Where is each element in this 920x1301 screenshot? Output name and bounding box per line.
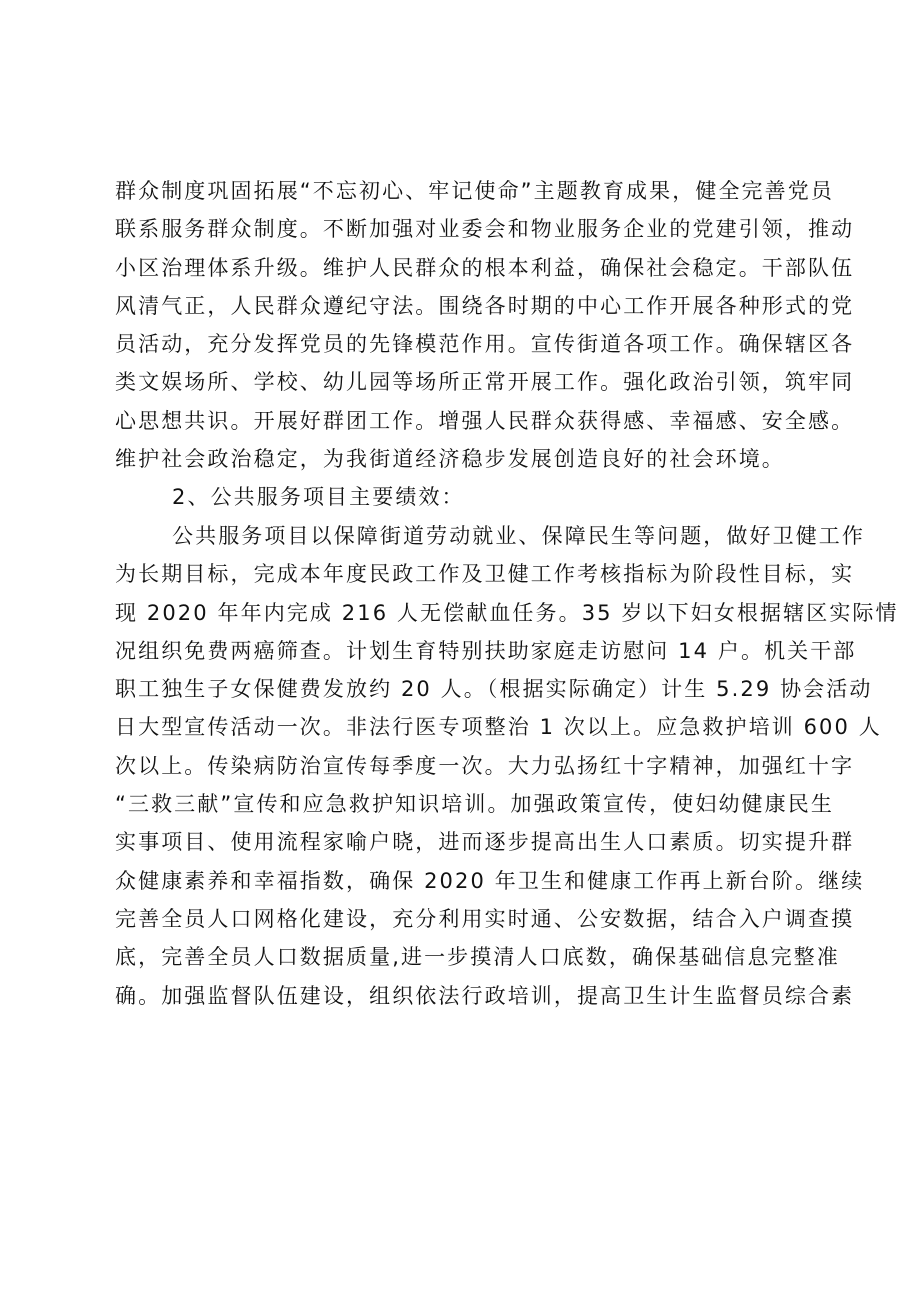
paragraph-line: 况组织免费两癌筛查。计划生育特别扶助家庭走访慰问 14 户。机关干部 [115,638,857,663]
paragraph-line: 群众制度巩固拓展“不忘初心、牢记使命”主题教育成果，健全完善党员 [115,179,834,203]
paragraph-line: 现 2020 年年内完成 216 人无偿献血任务。35 岁以下妇女根据辖区实际情 [115,600,899,625]
paragraph-line: 底，完善全员人口数据质量,进一步摸清人口底数，确保基础信息完整准 [115,945,840,970]
paragraph-line: 日大型宣传活动一次。非法行医专项整治 1 次以上。应急救护培训 600 人 [115,715,882,740]
paragraph-line: 小区治理体系升级。维护人民群众的根本利益，确保社会稳定。干部队伍 [115,255,855,280]
paragraph-line: 职工独生子女保健费发放约 20 人。（根据实际确定）计生 5.29 协会活动 [115,677,873,702]
paragraph-line: 确。加强监督队伍建设，组织依法行政培训，提高卫生计生监督员综合素 [115,983,855,1008]
paragraph-line: 类文娱场所、学校、幼儿园等场所正常开展工作。强化政治引领，筑牢同 [115,370,855,395]
paragraph-line: 联系服务群众制度。不断加强对业委会和物业服务企业的党建引领，推动 [115,217,855,242]
paragraph-line: 风清气正，人民群众遵纪守法。围绕各时期的中心工作开展各种形式的党 [115,293,855,318]
section-heading: 2、公共服务项目主要绩效： [172,485,465,510]
paragraph-line: “三救三献”宣传和应急救护知识培训。加强政策宣传，使妇幼健康民生 [115,792,834,817]
paragraph-line: 公共服务项目以保障街道劳动就业、保障民生等问题，做好卫健工作 [172,524,865,548]
paragraph-line: 完善全员人口网格化建设，充分利用实时通、公安数据，结合入户调查摸 [115,906,855,931]
paragraph-line: 员活动，充分发挥党员的先锋模范作用。宣传街道各项工作。确保辖区各 [115,332,855,357]
paragraph-1 [115,172,870,517]
paragraph-line: 维护社会政治稳定，为我街道经济稳步发展创造良好的社会环境。 [115,447,785,472]
paragraph-line: 次以上。传染病防治宣传每季度一次。大力弘扬红十字精神，加强红十字 [115,753,855,778]
paragraph-line: 众健康素养和幸福指数，确保 2020 年卫生和健康工作再上新台阶。继续 [115,868,865,893]
paragraph-2 [115,517,899,1015]
paragraph-line: 实事项目、使用流程家喻户晓，进而逐步提高出生人口素质。切实提升群 [115,830,855,855]
paragraph-line: 心思想共识。开展好群团工作。增强人民群众获得感、幸福感、安全感。 [115,408,855,433]
paragraph-line: 为长期目标，完成本年度民政工作及卫健工作考核指标为阶段性目标，实 [115,562,855,587]
